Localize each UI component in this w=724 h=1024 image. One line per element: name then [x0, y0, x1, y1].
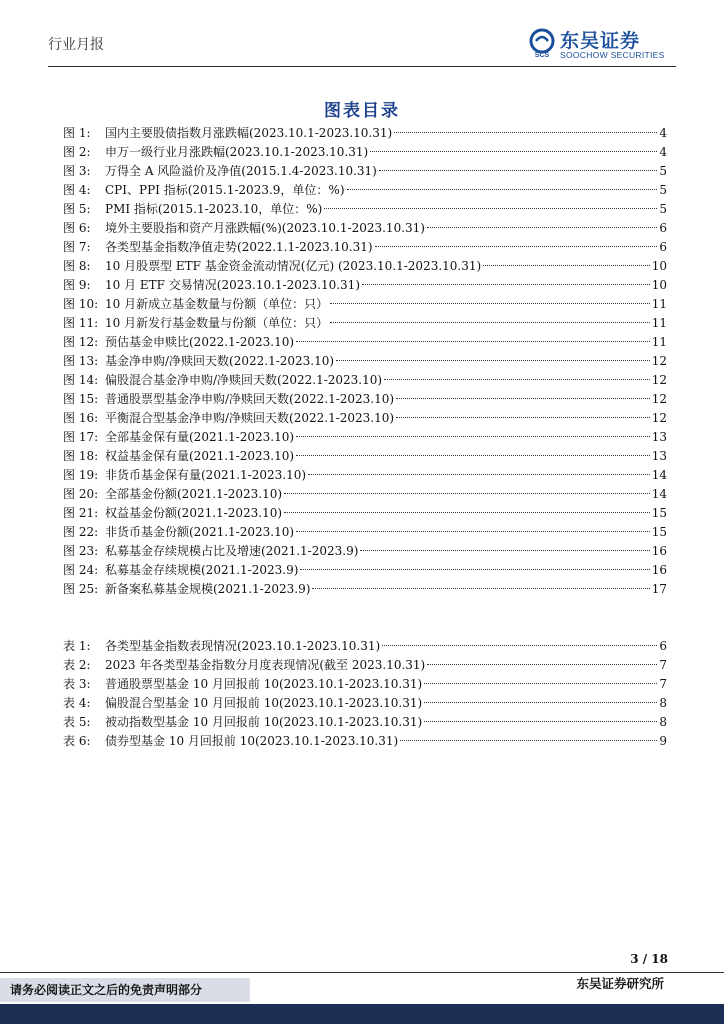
header-divider [48, 66, 676, 67]
figure-entry-number: 图 10: [63, 297, 99, 311]
figure-entry-page: 5 [659, 202, 667, 216]
dot-leader [379, 170, 658, 171]
footer-divider [0, 972, 724, 973]
figure-entry-page: 17 [651, 582, 667, 596]
figure-entry-number: 图 7: [63, 240, 91, 254]
dot-leader [330, 322, 650, 323]
figure-entry[interactable] [63, 580, 667, 599]
figure-entry-title: 申万一级行业月涨跌幅(2023.10.1-2023.10.31) [105, 145, 369, 159]
figure-entry-number: 图 16: [63, 411, 99, 425]
figure-entry-title: 国内主要股债指数月涨跌幅(2023.10.1-2023.10.31) [105, 126, 393, 140]
figure-entry-title: 新备案私募基金规模(2021.1-2023.9) [105, 582, 311, 596]
figure-entry-number: 图 5: [63, 202, 91, 216]
figure-entry-title: 境外主要股指和资产月涨跌幅(%)(2023.10.1-2023.10.31) [105, 221, 425, 235]
figure-entry-number: 图 12: [63, 335, 99, 349]
figure-entry[interactable] [63, 200, 667, 219]
figure-entry-number: 图 4: [63, 183, 91, 197]
figure-entry[interactable] [63, 181, 667, 200]
dot-leader [308, 474, 650, 475]
figure-entry-page: 15 [651, 506, 667, 520]
dot-leader [330, 303, 650, 304]
dot-leader [424, 702, 657, 703]
table-entry[interactable] [63, 637, 667, 656]
figure-entry[interactable] [63, 314, 667, 333]
figure-entry[interactable] [63, 485, 667, 504]
figure-entry-number: 图 3: [63, 164, 91, 178]
figure-entry-title: 权益基金保有量(2021.1-2023.10) [105, 449, 295, 463]
figure-entry-title: PMI 指标(2015.1-2023.10，单位：%) [105, 202, 323, 216]
table-entry-title: 被动指数型基金 10 月回报前 10(2023.10.1-2023.10.31) [105, 715, 423, 729]
table-entry-number: 表 2: [63, 658, 91, 672]
figure-entry[interactable] [63, 542, 667, 561]
figure-entry[interactable] [63, 352, 667, 371]
figure-entry-number: 图 2: [63, 145, 91, 159]
figure-entry-title: 10 月新发行基金数量与份额（单位：只） [105, 316, 329, 330]
figure-entry-number: 图 17: [63, 430, 99, 444]
figure-entry-number: 图 20: [63, 487, 99, 501]
table-entry-number: 表 3: [63, 677, 91, 691]
figure-entry-page: 16 [651, 563, 667, 577]
figure-entry-title: 各类型基金指数净值走势(2022.1.1-2023.10.31) [105, 240, 373, 254]
figure-entry-number: 图 25: [63, 582, 99, 596]
table-entry-title: 各类型基金指数表现情况(2023.10.1-2023.10.31) [105, 639, 381, 653]
figure-entry[interactable] [63, 124, 667, 143]
toc-title: 图表目录 [324, 101, 400, 121]
figure-entry-number: 图 21: [63, 506, 99, 520]
dot-leader [424, 683, 657, 684]
company-logo-mark-icon [528, 28, 556, 58]
table-entry-title: 债券型基金 10 月回报前 10(2023.10.1-2023.10.31) [105, 734, 399, 748]
figure-entry-title: 非货币基金份额(2021.1-2023.10) [105, 525, 295, 539]
logo-mark-text: SCS [534, 52, 550, 58]
table-entry-number: 表 6: [63, 734, 91, 748]
page-number: 3 / 18 [630, 952, 668, 966]
table-entry[interactable] [63, 732, 667, 751]
table-entry-page: 8 [659, 715, 667, 729]
figure-entry-page: 6 [659, 240, 667, 254]
figure-entry-page: 13 [651, 430, 667, 444]
dot-leader [296, 436, 650, 437]
table-entry[interactable] [63, 713, 667, 732]
figure-entry-title: CPI、PPI 指标(2015.1-2023.9，单位：%) [105, 183, 345, 197]
dot-leader [347, 189, 658, 190]
table-entry-page: 9 [659, 734, 667, 748]
figure-entry[interactable] [63, 238, 667, 257]
dot-leader [312, 588, 649, 589]
dot-leader [427, 227, 657, 228]
figure-entry-page: 15 [651, 525, 667, 539]
dot-leader [394, 132, 657, 133]
table-entry[interactable] [63, 675, 667, 694]
dot-leader [396, 417, 650, 418]
table-entry-page: 8 [659, 696, 667, 710]
figure-entry[interactable] [63, 371, 667, 390]
table-list [63, 637, 667, 751]
figure-entry-page: 14 [651, 468, 667, 482]
figure-entry-page: 11 [651, 297, 667, 311]
dot-leader [284, 493, 650, 494]
dot-leader [296, 341, 650, 342]
company-logo [528, 26, 678, 62]
footer-band [0, 1004, 724, 1024]
figure-entry-title: 基金净申购/净赎回天数(2022.1-2023.10) [105, 354, 335, 368]
figure-entry-title: 非货币基金保有量(2021.1-2023.10) [105, 468, 307, 482]
figure-entry-number: 图 18: [63, 449, 99, 463]
figure-entry-number: 图 8: [63, 259, 91, 273]
dot-leader [284, 512, 650, 513]
table-entry-title: 偏股混合型基金 10 月回报前 10(2023.10.1-2023.10.31) [105, 696, 423, 710]
figure-entry-page: 5 [659, 164, 667, 178]
figure-entry-title: 全部基金份额(2021.1-2023.10) [105, 487, 283, 501]
figure-entry-page: 10 [651, 278, 667, 292]
dot-leader [370, 151, 657, 152]
figure-entry-title: 私募基金存续规模占比及增速(2021.1-2023.9) [105, 544, 359, 558]
dot-leader [483, 265, 650, 266]
table-entry-number: 表 1: [63, 639, 91, 653]
figure-entry-number: 图 6: [63, 221, 91, 235]
figure-entry-number: 图 14: [63, 373, 99, 387]
figure-entry-title: 预估基金申赎比(2022.1-2023.10) [105, 335, 295, 349]
table-entry-title: 普通股票型基金 10 月回报前 10(2023.10.1-2023.10.31) [105, 677, 423, 691]
figure-entry-page: 12 [651, 392, 667, 406]
figure-entry-page: 16 [651, 544, 667, 558]
figure-entry-number: 图 1: [63, 126, 91, 140]
figure-entry[interactable] [63, 143, 667, 162]
table-entry-page: 7 [659, 658, 667, 672]
figure-entry-title: 全部基金保有量(2021.1-2023.10) [105, 430, 295, 444]
figure-list [63, 124, 667, 599]
disclaimer-notice: 请务必阅读正文之后的免责声明部分 [0, 978, 250, 1002]
figure-entry-title: 10 月 ETF 交易情况(2023.10.1-2023.10.31) [105, 278, 361, 292]
figure-entry-number: 图 13: [63, 354, 99, 368]
figure-entry-title: 平衡混合型基金净申购/净赎回天数(2022.1-2023.10) [105, 411, 395, 425]
dot-leader [400, 740, 657, 741]
figure-entry-number: 图 15: [63, 392, 99, 406]
figure-entry-page: 11 [651, 335, 667, 349]
figure-entry[interactable] [63, 428, 667, 447]
figure-entry[interactable] [63, 523, 667, 542]
figure-entry-number: 图 9: [63, 278, 91, 292]
dot-leader [300, 569, 649, 570]
figure-entry[interactable] [63, 390, 667, 409]
figure-entry-page: 5 [659, 183, 667, 197]
figure-entry-page: 4 [659, 145, 667, 159]
figure-entry[interactable] [63, 276, 667, 295]
dot-leader [296, 455, 650, 456]
table-entry-page: 7 [659, 677, 667, 691]
dot-leader [360, 550, 649, 551]
figure-entry-page: 10 [651, 259, 667, 273]
figure-entry-number: 图 11: [63, 316, 99, 330]
logo-chinese-name: 东吴证券 [560, 30, 641, 52]
figure-entry-page: 12 [651, 354, 667, 368]
dot-leader [384, 379, 650, 380]
dot-leader [427, 664, 657, 665]
report-category: 行业月报 [48, 37, 104, 53]
dot-leader [382, 645, 657, 646]
figure-entry[interactable] [63, 333, 667, 352]
figure-entry-title: 普通股票型基金净申购/净赎回天数(2022.1-2023.10) [105, 392, 395, 406]
figure-entry-title: 万得全 A 风险溢价及净值(2015.1.4-2023.10.31) [105, 164, 377, 178]
dot-leader [296, 531, 650, 532]
figure-entry-page: 12 [651, 411, 667, 425]
figure-entry-number: 图 23: [63, 544, 99, 558]
figure-entry-page: 12 [651, 373, 667, 387]
figure-entry-page: 6 [659, 221, 667, 235]
dot-leader [362, 284, 650, 285]
figure-entry-number: 图 24: [63, 563, 99, 577]
figure-entry-page: 11 [651, 316, 667, 330]
table-entry-title: 2023 年各类型基金指数分月度表现情况(截至 2023.10.31) [105, 658, 426, 672]
figure-entry[interactable] [63, 295, 667, 314]
figure-entry-title: 偏股混合基金净申购/净赎回天数(2022.1-2023.10) [105, 373, 383, 387]
table-entry-page: 6 [659, 639, 667, 653]
figure-entry[interactable] [63, 561, 667, 580]
figure-entry-title: 10 月新成立基金数量与份额（单位：只） [105, 297, 329, 311]
figure-entry[interactable] [63, 504, 667, 523]
dot-leader [375, 246, 658, 247]
figure-entry-page: 13 [651, 449, 667, 463]
research-institute-name: 东吴证券研究所 [576, 976, 664, 991]
figure-entry-number: 图 22: [63, 525, 99, 539]
figure-entry-number: 图 19: [63, 468, 99, 482]
figure-entry-title: 私募基金存续规模(2021.1-2023.9) [105, 563, 299, 577]
figure-entry[interactable] [63, 162, 667, 181]
dot-leader [336, 360, 650, 361]
dot-leader [324, 208, 657, 209]
dot-leader [396, 398, 650, 399]
figure-entry-title: 10 月股票型 ETF 基金资金流动情况(亿元) (2023.10.1-2023.10.31) [105, 259, 482, 273]
figure-entry[interactable] [63, 409, 667, 428]
figure-entry[interactable] [63, 447, 667, 466]
table-entry[interactable] [63, 656, 667, 675]
figure-entry[interactable] [63, 466, 667, 485]
dot-leader [424, 721, 657, 722]
table-entry-number: 表 4: [63, 696, 91, 710]
figure-entry[interactable] [63, 219, 667, 238]
logo-english-name: SOOCHOW SECURITIES [560, 50, 665, 60]
table-entry-number: 表 5: [63, 715, 91, 729]
figure-entry[interactable] [63, 257, 667, 276]
table-entry[interactable] [63, 694, 667, 713]
figure-entry-title: 权益基金份额(2021.1-2023.10) [105, 506, 283, 520]
figure-entry-page: 14 [651, 487, 667, 501]
figure-entry-page: 4 [659, 126, 667, 140]
